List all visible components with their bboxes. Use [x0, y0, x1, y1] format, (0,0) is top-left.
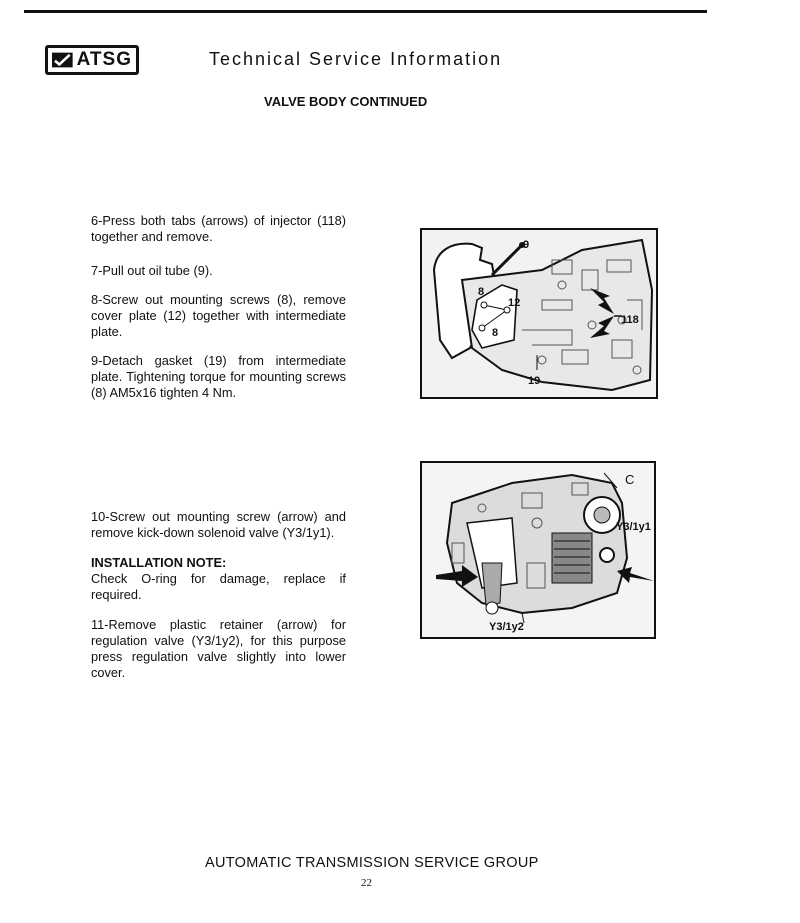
section-title: VALVE BODY CONTINUED — [264, 94, 428, 109]
page-number: 22 — [361, 877, 372, 889]
label-gasket-19: 19 — [528, 375, 541, 387]
label-screw-8b: 8 — [492, 327, 499, 339]
step-7: 7-Pull out oil tube (9). — [91, 263, 213, 278]
label-corner-c: C — [625, 472, 635, 487]
installation-note — [91, 555, 346, 603]
label-kickdown-valve: Y3/1y1 — [616, 521, 651, 533]
footer-title: AUTOMATIC TRANSMISSION SERVICE GROUP — [205, 855, 539, 871]
atsg-logo — [45, 45, 139, 75]
installation-note-body: Check O-ring for damage, replace if required. — [91, 571, 346, 602]
step-8: 8-Screw out mounting screws (8), remove cover plate (12) together with intermediate plate. — [91, 292, 346, 339]
logo-text: ATSG — [76, 49, 132, 70]
label-oil-tube-9: 9 — [523, 239, 530, 251]
valve-body-figure-1 — [420, 228, 658, 399]
step-9: 9-Detach gasket (19) from intermediate plate. Tightening torque for mounting screws (8) AM5x16 tighten 4 Nm. — [91, 353, 346, 400]
checkmark-icon — [52, 50, 73, 70]
valve-body-figure-2 — [420, 461, 656, 639]
label-screw-8a: 8 — [478, 286, 485, 298]
label-regulation-valve: Y3/1y2 — [489, 621, 524, 633]
label-injector-118: 118 — [621, 314, 639, 326]
top-rule — [24, 10, 707, 13]
step-6: 6-Press both tabs (arrows) of injector (118) together and remove. — [91, 213, 346, 244]
page-header-title: Technical Service Information — [209, 49, 503, 69]
step-11: 11-Remove plastic retainer (arrow) for regulation valve (Y3/1y2), for this purpose press regulation valve slightly into lower cover. — [91, 617, 346, 680]
step-10: 10-Screw out mounting screw (arrow) and remove kick-down solenoid valve (Y3/1y1). — [91, 509, 346, 540]
label-cover-plate-12: 12 — [508, 297, 521, 309]
installation-note-heading: INSTALLATION NOTE: — [91, 555, 227, 570]
valve-body-drawing-2 — [422, 463, 654, 637]
